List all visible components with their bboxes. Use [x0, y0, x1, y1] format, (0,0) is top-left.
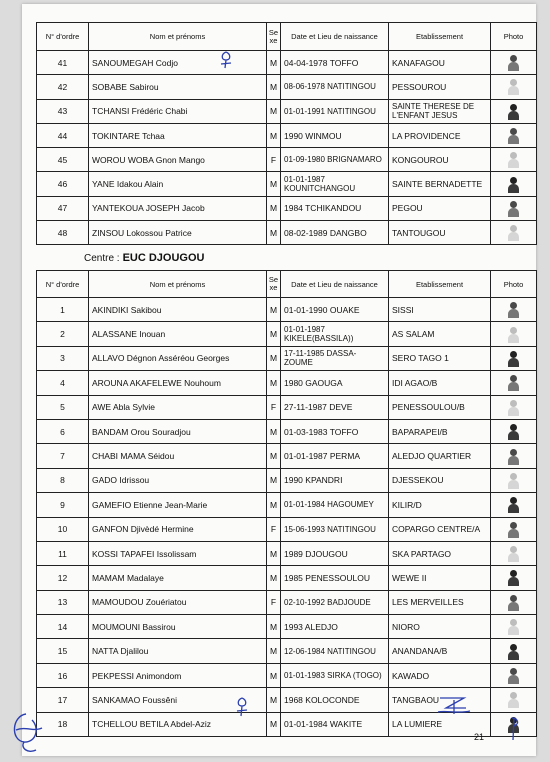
cell-num: 43 [37, 99, 89, 123]
cell-photo [491, 615, 537, 639]
cell-name: SANOUMEGAH Codjo [89, 51, 267, 75]
cell-birth: 15-06-1993 NATITINGOU [281, 517, 389, 541]
cell-birth: 1990 WINMOU [281, 123, 389, 147]
cell-photo [491, 566, 537, 590]
cell-num: 46 [37, 172, 89, 196]
table-row [37, 663, 537, 687]
cell-num: 6 [37, 419, 89, 443]
table-row [37, 322, 537, 346]
cell-num: 11 [37, 541, 89, 565]
id-photo-thumbnail [507, 691, 520, 708]
cell-photo [491, 590, 537, 614]
cell-num: 13 [37, 590, 89, 614]
cell-num: 16 [37, 663, 89, 687]
cell-num: 15 [37, 639, 89, 663]
cell-photo [491, 123, 537, 147]
table-header-row [37, 271, 537, 298]
cell-sex: M [267, 322, 281, 346]
cell-name: TOKINTARE Tchaa [89, 123, 267, 147]
cell-school: BAPARAPEI/B [389, 419, 491, 443]
cell-name: YANTEKOUA JOSEPH Jacob [89, 196, 267, 220]
cell-name: ZINSOU Lokossou Patrice [89, 221, 267, 245]
page-number: 21 [474, 732, 485, 742]
cell-name: YANE Idakou Alain [89, 172, 267, 196]
cell-name: MOUMOUNI Bassirou [89, 615, 267, 639]
id-photo-thumbnail [507, 103, 520, 120]
cell-birth: 1984 TCHIKANDOU [281, 196, 389, 220]
cell-photo [491, 541, 537, 565]
cell-sex: M [267, 75, 281, 99]
cell-birth: 01-01-1987 KIKELE(BASSILA)) [281, 322, 389, 346]
header-photo: Photo [491, 271, 537, 298]
cell-birth: 1985 PENESSOULOU [281, 566, 389, 590]
cell-school: ALEDJO QUARTIER [389, 444, 491, 468]
cell-birth: 27-11-1987 DEVE [281, 395, 389, 419]
table-row [37, 615, 537, 639]
cell-school: ANANDANA/B [389, 639, 491, 663]
cell-name: MAMAM Madalaye [89, 566, 267, 590]
id-photo-thumbnail [507, 54, 520, 71]
id-photo-thumbnail [507, 594, 520, 611]
table-row [37, 51, 537, 75]
cell-sex: M [267, 419, 281, 443]
id-photo-thumbnail [507, 667, 520, 684]
cell-school: LA LUMIERE [389, 712, 491, 736]
id-photo-thumbnail [507, 448, 520, 465]
table-row [37, 371, 537, 395]
cell-num: 1 [37, 298, 89, 322]
centre-label: Centre : [84, 253, 120, 264]
cell-num: 4 [37, 371, 89, 395]
cell-birth: 08-02-1989 DANGBO [281, 221, 389, 245]
table-header-row [37, 23, 537, 51]
cell-name: GAMEFIO Etienne Jean-Marie [89, 493, 267, 517]
header-school: Etablissement [389, 23, 491, 51]
cell-photo [491, 99, 537, 123]
cell-sex: M [267, 51, 281, 75]
cell-school: PESSOUROU [389, 75, 491, 99]
cell-birth: 1980 GAOUGA [281, 371, 389, 395]
header-sex: Se xe [267, 23, 281, 51]
table-row [37, 75, 537, 99]
cell-num: 2 [37, 322, 89, 346]
table-row [37, 419, 537, 443]
cell-name: CHABI MAMA Séidou [89, 444, 267, 468]
cell-birth: 01-01-1991 NATITINGOU [281, 99, 389, 123]
cell-school: KILIR/D [389, 493, 491, 517]
id-photo-thumbnail [507, 301, 520, 318]
cell-school: WEWE II [389, 566, 491, 590]
cell-photo [491, 468, 537, 492]
cell-num: 9 [37, 493, 89, 517]
cell-school: SKA PARTAGO [389, 541, 491, 565]
cell-num: 7 [37, 444, 89, 468]
table-row [37, 517, 537, 541]
cell-num: 44 [37, 123, 89, 147]
handwritten-initial-mark [218, 50, 234, 70]
table-row [37, 123, 537, 147]
cell-num: 17 [37, 688, 89, 712]
cell-sex: M [267, 566, 281, 590]
header-birth: Date et Lieu de naissance [281, 23, 389, 51]
cell-photo [491, 493, 537, 517]
cell-name: BANDAM Orou Souradjou [89, 419, 267, 443]
cell-sex: M [267, 615, 281, 639]
document-page [22, 4, 536, 756]
table-row [37, 395, 537, 419]
cell-birth: 1990 KPANDRI [281, 468, 389, 492]
id-photo-thumbnail [507, 569, 520, 586]
cell-num: 12 [37, 566, 89, 590]
cell-name: TCHANSI Frédéric Chabi [89, 99, 267, 123]
cell-name: ALASSANE Inouan [89, 322, 267, 346]
id-photo-thumbnail [507, 545, 520, 562]
cell-name: TCHELLOU BETILA Abdel-Aziz [89, 712, 267, 736]
cell-sex: M [267, 221, 281, 245]
table-row [37, 444, 537, 468]
cell-birth: 1968 KOLOCONDE [281, 688, 389, 712]
cell-name: WOROU WOBA Gnon Mango [89, 148, 267, 172]
table-row [37, 99, 537, 123]
cell-sex: M [267, 541, 281, 565]
cell-school: COPARGO CENTRE/A [389, 517, 491, 541]
cell-num: 8 [37, 468, 89, 492]
cell-num: 3 [37, 346, 89, 370]
cell-sex: M [267, 371, 281, 395]
id-photo-thumbnail [507, 521, 520, 538]
id-photo-thumbnail [507, 224, 520, 241]
header-num: N° d'ordre [37, 271, 89, 298]
table-row [37, 639, 537, 663]
handwritten-signature-mark [436, 694, 472, 716]
cell-photo [491, 322, 537, 346]
cell-school: KANAFAGOU [389, 51, 491, 75]
cell-name: GANFON Djivèdé Hermine [89, 517, 267, 541]
header-birth: Date et Lieu de naissance [281, 271, 389, 298]
cell-school: DJESSEKOU [389, 468, 491, 492]
cell-num: 45 [37, 148, 89, 172]
cell-photo [491, 663, 537, 687]
cell-num: 10 [37, 517, 89, 541]
cell-num: 48 [37, 221, 89, 245]
cell-school: PENESSOULOU/B [389, 395, 491, 419]
cell-photo [491, 298, 537, 322]
centre-name: EUC DJOUGOU [122, 252, 205, 264]
cell-birth: 08-06-1978 NATITINGOU [281, 75, 389, 99]
cell-name: MAMOUDOU Zouériatou [89, 590, 267, 614]
cell-sex: M [267, 493, 281, 517]
cell-sex: M [267, 99, 281, 123]
table-row [37, 541, 537, 565]
id-photo-thumbnail [507, 151, 520, 168]
cell-school: SAINTE THERESE DE L'ENFANT JESUS [389, 99, 491, 123]
id-photo-thumbnail [507, 472, 520, 489]
candidates-table-1 [36, 22, 537, 245]
id-photo-thumbnail [507, 399, 520, 416]
id-photo-thumbnail [507, 78, 520, 95]
cell-name: PEKPESSI Animondom [89, 663, 267, 687]
cell-photo [491, 51, 537, 75]
handwritten-tick-mark [508, 716, 522, 742]
table-row [37, 590, 537, 614]
cell-name: GADO Idrissou [89, 468, 267, 492]
cell-num: 5 [37, 395, 89, 419]
table-row [37, 196, 537, 220]
cell-school: KAWADO [389, 663, 491, 687]
handwritten-signature-mark [2, 710, 54, 758]
cell-photo [491, 221, 537, 245]
cell-birth: 17-11-1985 DASSA-ZOUME [281, 346, 389, 370]
table-row [37, 172, 537, 196]
table-row [37, 148, 537, 172]
cell-num: 47 [37, 196, 89, 220]
cell-photo [491, 517, 537, 541]
cell-photo [491, 172, 537, 196]
cell-name: SOBABE Sabirou [89, 75, 267, 99]
cell-birth: 12-06-1984 NATITINGOU [281, 639, 389, 663]
cell-birth: 01-01-1983 SIRKA (TOGO) [281, 663, 389, 687]
cell-sex: M [267, 688, 281, 712]
cell-school: KONGOUROU [389, 148, 491, 172]
cell-sex: F [267, 148, 281, 172]
cell-sex: F [267, 517, 281, 541]
cell-birth: 04-04-1978 TOFFO [281, 51, 389, 75]
id-photo-thumbnail [507, 423, 520, 440]
table-row [37, 221, 537, 245]
cell-photo [491, 395, 537, 419]
cell-school: SISSI [389, 298, 491, 322]
table-row [37, 493, 537, 517]
cell-photo [491, 148, 537, 172]
table-row [37, 298, 537, 322]
id-photo-thumbnail [507, 176, 520, 193]
centre-heading [84, 252, 204, 264]
cell-birth: 01-01-1987 PERMA [281, 444, 389, 468]
cell-sex: F [267, 395, 281, 419]
id-photo-thumbnail [507, 326, 520, 343]
cell-sex: M [267, 196, 281, 220]
cell-school: TANTOUGOU [389, 221, 491, 245]
cell-photo [491, 371, 537, 395]
cell-name: NATTA Djalilou [89, 639, 267, 663]
id-photo-thumbnail [507, 127, 520, 144]
table-row [37, 468, 537, 492]
cell-birth: 01-09-1980 BRIGNAMARO [281, 148, 389, 172]
header-school: Etablissement [389, 271, 491, 298]
cell-photo [491, 639, 537, 663]
cell-sex: M [267, 663, 281, 687]
cell-school: SAINTE BERNADETTE [389, 172, 491, 196]
cell-sex: M [267, 639, 281, 663]
table-row [37, 346, 537, 370]
header-photo: Photo [491, 23, 537, 51]
cell-name: KOSSI TAPAFEI Issolissam [89, 541, 267, 565]
cell-sex: M [267, 346, 281, 370]
cell-photo [491, 419, 537, 443]
cell-name: AROUNA AKAFELEWE Nouhoum [89, 371, 267, 395]
cell-sex: F [267, 590, 281, 614]
header-sex: Se xe [267, 271, 281, 298]
cell-birth: 01-01-1987 KOUNITCHANGOU [281, 172, 389, 196]
cell-sex: M [267, 468, 281, 492]
cell-birth: 01-01-1990 OUAKE [281, 298, 389, 322]
cell-photo [491, 688, 537, 712]
cell-num: 14 [37, 615, 89, 639]
id-photo-thumbnail [507, 350, 520, 367]
cell-school: TANGBAOU [389, 688, 491, 712]
cell-birth: 01-01-1984 WAKITE [281, 712, 389, 736]
cell-sex: M [267, 444, 281, 468]
cell-sex: M [267, 298, 281, 322]
id-photo-thumbnail [507, 618, 520, 635]
cell-sex: M [267, 712, 281, 736]
cell-birth: 1989 DJOUGOU [281, 541, 389, 565]
cell-birth: 01-01-1984 HAGOUMEY [281, 493, 389, 517]
candidates-table-2 [36, 270, 537, 737]
cell-school: AS SALAM [389, 322, 491, 346]
cell-school: SERO TAGO 1 [389, 346, 491, 370]
cell-school: PEGOU [389, 196, 491, 220]
cell-school: NIORO [389, 615, 491, 639]
cell-school: IDI AGAO/B [389, 371, 491, 395]
cell-photo [491, 346, 537, 370]
id-photo-thumbnail [507, 200, 520, 217]
header-name: Nom et prénoms [89, 271, 267, 298]
cell-birth: 01-03-1983 TOFFO [281, 419, 389, 443]
cell-name: AWE Abla Sylvie [89, 395, 267, 419]
id-photo-thumbnail [507, 643, 520, 660]
cell-name: ALLAVO Dégnon Asséréou Georges [89, 346, 267, 370]
id-photo-thumbnail [507, 496, 520, 513]
cell-birth: 02-10-1992 BADJOUDE [281, 590, 389, 614]
cell-school: LES MERVEILLES [389, 590, 491, 614]
handwritten-initial-mark [234, 696, 250, 718]
cell-photo [491, 196, 537, 220]
cell-num: 18 [37, 712, 89, 736]
cell-name: AKINDIKI Sakibou [89, 298, 267, 322]
cell-photo [491, 444, 537, 468]
id-photo-thumbnail [507, 374, 520, 391]
cell-birth: 1993 ALEDJO [281, 615, 389, 639]
cell-photo [491, 75, 537, 99]
cell-name: SANKAMAO Foussêni [89, 688, 267, 712]
table-row [37, 566, 537, 590]
cell-sex: M [267, 172, 281, 196]
header-name: Nom et prénoms [89, 23, 267, 51]
cell-sex: M [267, 123, 281, 147]
cell-school: LA PROVIDENCE [389, 123, 491, 147]
header-num: N° d'ordre [37, 23, 89, 51]
cell-num: 42 [37, 75, 89, 99]
cell-num: 41 [37, 51, 89, 75]
